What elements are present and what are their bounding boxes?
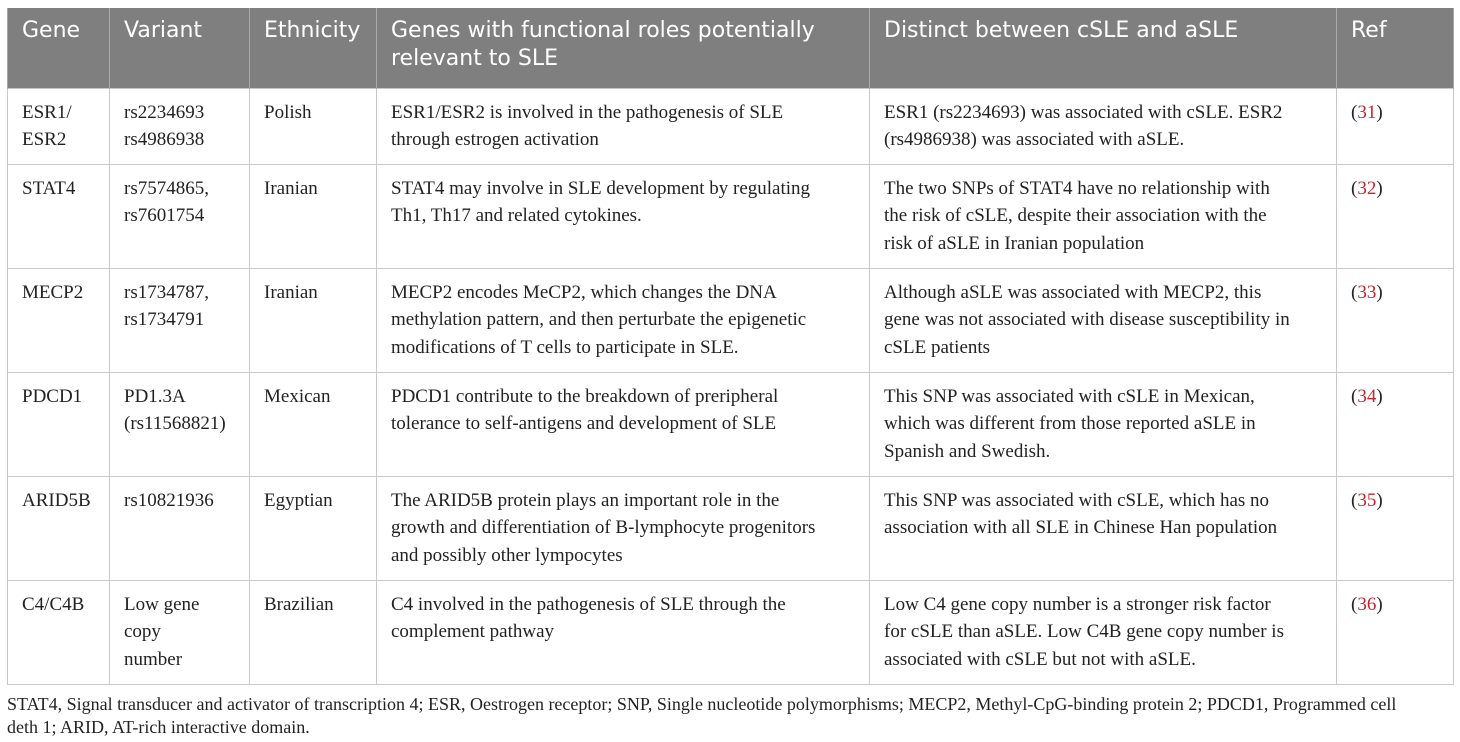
header-row <box>8 8 1454 88</box>
cell-distinct-line: ESR1 (rs2234693) was associated with cSLE. ESR2 <box>884 101 1283 123</box>
cell-functional-role <box>377 476 870 580</box>
cell-distinct <box>870 164 1337 268</box>
header-gene: Gene <box>8 8 110 88</box>
cell-variant-line: copy <box>124 621 161 642</box>
header-ethnicity: Ethnicity <box>250 8 377 88</box>
table-footnote <box>7 693 1457 739</box>
cell-distinct-line: This SNP was associated with cSLE in Mexican, <box>884 385 1255 407</box>
ref-open-paren: ( <box>1351 177 1358 199</box>
cell-distinct-line: the risk of cSLE, despite their association with the <box>884 205 1267 226</box>
cell-variant-line: rs1734791 <box>124 309 205 330</box>
cell-functional-role-line: methylation pattern, and then perturbate the epigenetic <box>391 309 807 330</box>
ref-close-paren: ) <box>1376 101 1383 123</box>
ref-open-paren: ( <box>1351 489 1358 511</box>
cell-ethnicity: Iranian <box>250 268 377 372</box>
cell-variant-line: rs1734787, <box>124 281 209 303</box>
cell-gene-line: ARID5B <box>22 489 91 511</box>
cell-distinct-line: cSLE patients <box>884 336 991 358</box>
cell-distinct-line: for cSLE than aSLE. Low C4B gene copy number is <box>884 621 1284 642</box>
cell-distinct-line: The two SNPs of STAT4 have no relationship with <box>884 177 1270 199</box>
cell-functional-role <box>377 580 870 684</box>
table-row <box>8 88 1454 164</box>
cell-functional-role-line: The ARID5B protein plays an important role in the <box>391 489 780 511</box>
cell-ethnicity: Polish <box>250 88 377 164</box>
cell-gene-line: C4/C4B <box>22 593 85 615</box>
cell-variant-line: rs10821936 <box>124 489 214 511</box>
cell-ref <box>1337 476 1454 580</box>
cell-gene <box>8 580 110 684</box>
cell-distinct-line: risk of aSLE in Iranian population <box>884 232 1145 254</box>
cell-distinct-line: Low C4 gene copy number is a stronger risk factor <box>884 593 1271 615</box>
cell-gene-line: PDCD1 <box>22 385 83 407</box>
gene-variants-table <box>7 8 1454 685</box>
cell-variant-line: rs7574865, <box>124 177 209 199</box>
cell-ref <box>1337 88 1454 164</box>
cell-functional-role-line: through estrogen activation <box>391 129 599 150</box>
cell-functional-role-line: ESR1/ESR2 is involved in the pathogenesis of SLE <box>391 101 784 123</box>
cell-ref <box>1337 268 1454 372</box>
cell-variant-line: PD1.3A <box>124 385 186 407</box>
cell-gene <box>8 372 110 476</box>
header-variant: Variant <box>110 8 250 88</box>
cell-gene-line: ESR2 <box>22 129 67 150</box>
reference-link[interactable]: 32 <box>1357 177 1377 199</box>
cell-distinct-line: associated with cSLE but not with aSLE. <box>884 648 1196 670</box>
cell-functional-role-line: tolerance to self-antigens and development of SLE <box>391 413 777 434</box>
cell-variant-line: Low gene <box>124 593 200 615</box>
table-row <box>8 372 1454 476</box>
reference-link[interactable]: 36 <box>1357 593 1377 615</box>
header-functional-role: Genes with functional roles potentially relevant to SLE <box>377 8 870 88</box>
cell-functional-role-line: Th1, Th17 and related cytokines. <box>391 205 642 226</box>
cell-variant <box>110 372 250 476</box>
table-row <box>8 164 1454 268</box>
header-distinct: Distinct between cSLE and aSLE <box>870 8 1337 88</box>
cell-gene-line: MECP2 <box>22 281 84 303</box>
reference-link[interactable]: 34 <box>1357 385 1377 407</box>
ref-open-paren: ( <box>1351 101 1358 123</box>
cell-variant <box>110 164 250 268</box>
cell-gene <box>8 88 110 164</box>
table-row <box>8 580 1454 684</box>
footnote-line: STAT4, Signal transducer and activator of transcription 4; ESR, Oestrogen receptor; SNP, Single nucleotide polymorphisms; MECP2, Methyl-CpG-binding protein 2; PDCD1, Programmed cell <box>7 694 1397 714</box>
cell-distinct <box>870 372 1337 476</box>
cell-distinct <box>870 268 1337 372</box>
cell-variant <box>110 580 250 684</box>
cell-ref <box>1337 580 1454 684</box>
cell-functional-role <box>377 372 870 476</box>
cell-gene-line: ESR1/ <box>22 101 72 123</box>
cell-functional-role <box>377 268 870 372</box>
cell-ref <box>1337 372 1454 476</box>
cell-gene <box>8 476 110 580</box>
cell-distinct <box>870 580 1337 684</box>
ref-open-paren: ( <box>1351 385 1358 407</box>
ref-close-paren: ) <box>1376 385 1383 407</box>
ref-close-paren: ) <box>1376 489 1383 511</box>
cell-variant-line: rs2234693 <box>124 101 205 123</box>
cell-distinct-line: association with all SLE in Chinese Han population <box>884 517 1278 538</box>
footnote-line: deth 1; ARID, AT-rich interactive domain. <box>7 717 310 737</box>
header-ref: Ref <box>1337 8 1454 88</box>
cell-variant <box>110 88 250 164</box>
cell-variant-line: rs7601754 <box>124 205 205 226</box>
cell-variant-line: number <box>124 648 183 670</box>
cell-variant-line: rs4986938 <box>124 129 205 150</box>
cell-functional-role-line: PDCD1 contribute to the breakdown of preripheral <box>391 385 779 407</box>
cell-functional-role-line: STAT4 may involve in SLE development by regulating <box>391 177 811 199</box>
cell-functional-role-line: and possibly other lympocytes <box>391 544 623 566</box>
cell-distinct-line: Although aSLE was associated with MECP2, this <box>884 281 1262 303</box>
reference-link[interactable]: 31 <box>1357 101 1377 123</box>
cell-ethnicity: Egyptian <box>250 476 377 580</box>
ref-close-paren: ) <box>1376 593 1383 615</box>
ref-open-paren: ( <box>1351 593 1358 615</box>
cell-functional-role-line: growth and differentiation of B-lymphocyte progenitors <box>391 517 816 538</box>
cell-distinct-line: (rs4986938) was associated with aSLE. <box>884 129 1185 150</box>
ref-close-paren: ) <box>1376 281 1383 303</box>
table-row <box>8 476 1454 580</box>
cell-functional-role-line: modifications of T cells to participate in SLE. <box>391 336 739 358</box>
cell-distinct-line: which was different from those reported aSLE in <box>884 413 1256 434</box>
ref-close-paren: ) <box>1376 177 1383 199</box>
table-row <box>8 268 1454 372</box>
cell-distinct <box>870 88 1337 164</box>
cell-variant-line: (rs11568821) <box>124 413 226 434</box>
ref-open-paren: ( <box>1351 281 1358 303</box>
cell-ethnicity: Mexican <box>250 372 377 476</box>
reference-link[interactable]: 35 <box>1357 489 1377 511</box>
cell-functional-role-line: complement pathway <box>391 621 555 642</box>
cell-variant <box>110 476 250 580</box>
cell-distinct-line: gene was not associated with disease susceptibility in <box>884 309 1290 330</box>
reference-link[interactable]: 33 <box>1357 281 1377 303</box>
cell-functional-role <box>377 88 870 164</box>
cell-variant <box>110 268 250 372</box>
cell-functional-role-line: MECP2 encodes MeCP2, which changes the DNA <box>391 281 777 303</box>
cell-distinct <box>870 476 1337 580</box>
cell-distinct-line: Spanish and Swedish. <box>884 440 1051 462</box>
cell-ethnicity: Brazilian <box>250 580 377 684</box>
cell-gene-line: STAT4 <box>22 177 76 199</box>
cell-ethnicity: Iranian <box>250 164 377 268</box>
cell-gene <box>8 268 110 372</box>
cell-functional-role-line: C4 involved in the pathogenesis of SLE through the <box>391 593 786 615</box>
cell-distinct-line: This SNP was associated with cSLE, which has no <box>884 489 1270 511</box>
cell-gene <box>8 164 110 268</box>
cell-ref <box>1337 164 1454 268</box>
cell-functional-role <box>377 164 870 268</box>
